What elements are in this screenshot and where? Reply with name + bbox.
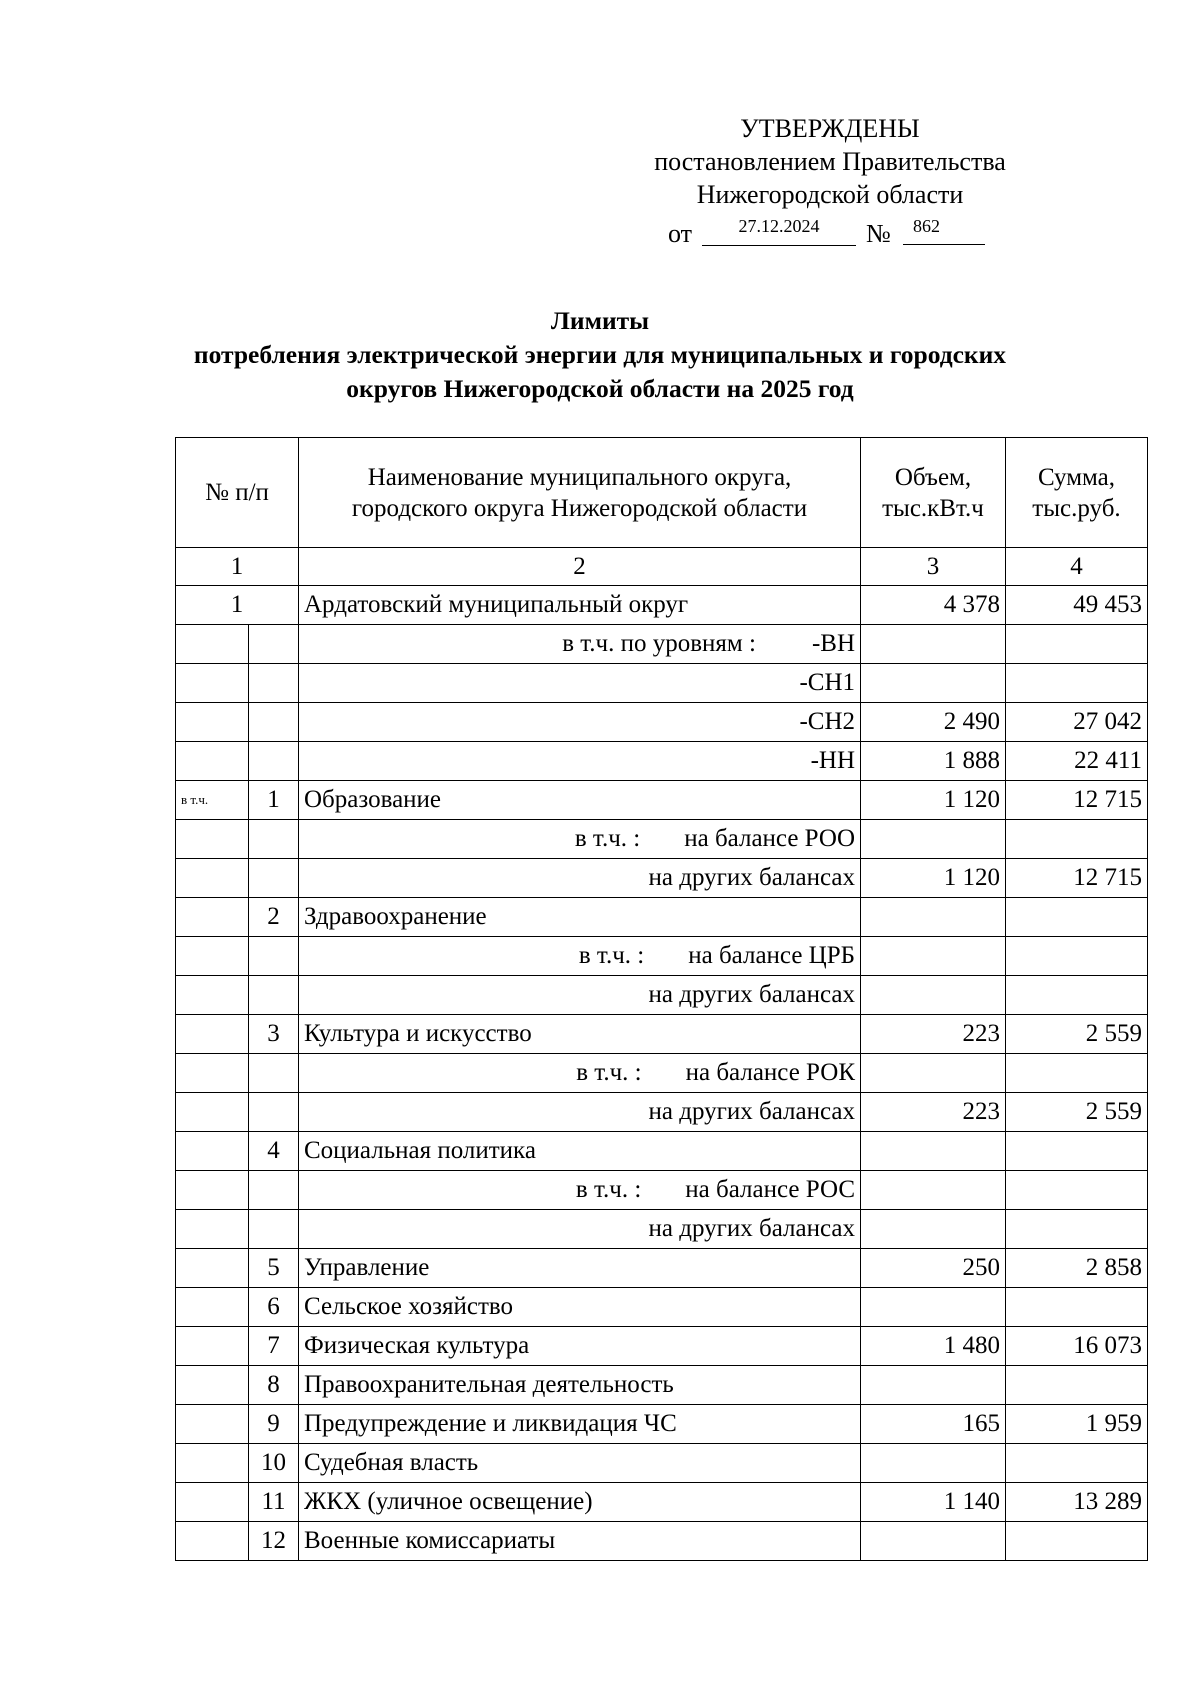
balance-volume: [861, 1171, 1006, 1210]
category-sum: [1006, 1288, 1148, 1327]
category-sum: 1 959: [1006, 1405, 1148, 1444]
empty-cell: [176, 1444, 249, 1483]
category-row: [176, 898, 1148, 937]
category-volume: [861, 1288, 1006, 1327]
other-balances-name: на других балансах: [299, 1210, 861, 1249]
voltage-level-row: [176, 703, 1148, 742]
category-name: Здравоохранение: [299, 898, 861, 937]
category-row: [176, 1522, 1148, 1561]
incl-label: в т.ч. :: [576, 1059, 642, 1086]
category-sum: [1006, 1444, 1148, 1483]
category-sum: 2 559: [1006, 1015, 1148, 1054]
other-balances-sum: 2 559: [1006, 1093, 1148, 1132]
voltage-level-row: [176, 625, 1148, 664]
level-volume: 2 490: [861, 703, 1006, 742]
other-balances-volume: [861, 976, 1006, 1015]
category-name: Предупреждение и ликвидация ЧС: [299, 1405, 861, 1444]
category-volume: 1 480: [861, 1327, 1006, 1366]
approval-resolution-line: постановлением Правительства: [654, 147, 1006, 176]
level-volume: [861, 625, 1006, 664]
level-sum: 22 411: [1006, 742, 1148, 781]
balance-volume: [861, 820, 1006, 859]
empty-cell: [176, 1366, 249, 1405]
level-volume: 1 888: [861, 742, 1006, 781]
other-balances-volume: 223: [861, 1093, 1006, 1132]
title-line-3: округов Нижегородской области на 2025 год: [346, 374, 854, 403]
category-num: 8: [249, 1366, 299, 1405]
balance-row: [176, 1054, 1148, 1093]
category-num: 6: [249, 1288, 299, 1327]
category-name: Военные комиссариаты: [299, 1522, 861, 1561]
category-num: 2: [249, 898, 299, 937]
empty-cell: [176, 1171, 249, 1210]
category-row: [176, 1132, 1148, 1171]
category-num: 9: [249, 1405, 299, 1444]
level-volume: [861, 664, 1006, 703]
empty-cell: [176, 859, 249, 898]
category-row: [176, 1249, 1148, 1288]
category-num: 12: [249, 1522, 299, 1561]
empty-cell: [249, 1210, 299, 1249]
empty-cell: [176, 1249, 249, 1288]
empty-cell: [176, 1483, 249, 1522]
voltage-level-name: -СН1: [299, 664, 861, 703]
category-sum: [1006, 898, 1148, 937]
table-header-row: [176, 438, 1148, 548]
approval-date-row: [610, 211, 1050, 251]
other-balances-name: на других балансах: [299, 976, 861, 1015]
category-num: 11: [249, 1483, 299, 1522]
category-name: Сельское хозяйство: [299, 1288, 861, 1327]
voltage-level-row: [176, 664, 1148, 703]
number-sign: №: [866, 219, 891, 248]
category-num: 3: [249, 1015, 299, 1054]
header-volume: Объем, тыс.кВт.ч: [861, 438, 1006, 548]
category-volume: [861, 1132, 1006, 1171]
other-balances-volume: 1 120: [861, 859, 1006, 898]
empty-cell: [176, 898, 249, 937]
category-sum: 16 073: [1006, 1327, 1148, 1366]
empty-cell: [176, 1093, 249, 1132]
voltage-level-name: [299, 625, 861, 664]
other-balances-volume: [861, 1210, 1006, 1249]
empty-cell: [176, 976, 249, 1015]
incl-label: в т.ч. :: [578, 942, 645, 969]
empty-cell: [176, 1210, 249, 1249]
empty-cell: [249, 859, 299, 898]
empty-cell: [249, 664, 299, 703]
other-balances-name: на других балансах: [299, 1093, 861, 1132]
category-row: [176, 781, 1148, 820]
incl-label: в т.ч. :: [574, 825, 641, 852]
empty-cell: [249, 1093, 299, 1132]
balance-volume: [861, 1054, 1006, 1093]
category-name: Социальная политика: [299, 1132, 861, 1171]
category-name: ЖКХ (уличное освещение): [299, 1483, 861, 1522]
empty-cell: [249, 937, 299, 976]
category-sum: 12 715: [1006, 781, 1148, 820]
other-balances-sum: 12 715: [1006, 859, 1148, 898]
empty-cell: [249, 1054, 299, 1093]
level-sum: [1006, 625, 1148, 664]
empty-cell: [176, 1054, 249, 1093]
column-number-row: [176, 548, 1148, 586]
approval-date: 27.12.2024: [702, 211, 856, 246]
approval-block: [610, 112, 1050, 251]
category-volume: [861, 1444, 1006, 1483]
limits-table: [175, 437, 1148, 1561]
other-balances-row: [176, 976, 1148, 1015]
category-volume: [861, 1522, 1006, 1561]
district-row: [176, 586, 1148, 625]
category-name: Культура и искусство: [299, 1015, 861, 1054]
category-num: 4: [249, 1132, 299, 1171]
category-row: [176, 1366, 1148, 1405]
other-balances-sum: [1006, 1210, 1148, 1249]
empty-cell: [176, 1132, 249, 1171]
title-line-2: потребления электрической энергии для муниципальных и городских: [193, 340, 1007, 369]
balance-name: [299, 1171, 861, 1210]
category-volume: 223: [861, 1015, 1006, 1054]
other-balances-sum: [1006, 976, 1148, 1015]
column-number-cell: 2: [299, 548, 861, 586]
header-num: № п/п: [176, 438, 299, 548]
empty-cell: [249, 742, 299, 781]
category-num: 10: [249, 1444, 299, 1483]
category-row: [176, 1327, 1148, 1366]
voltage-level-row: [176, 742, 1148, 781]
approval-region-line: Нижегородской области: [696, 180, 964, 209]
empty-cell: [176, 1522, 249, 1561]
balance-row: [176, 1171, 1148, 1210]
empty-cell: [249, 703, 299, 742]
approved-heading: УТВЕРЖДЕНЫ: [740, 114, 920, 143]
empty-cell: [176, 664, 249, 703]
balance-sum: [1006, 820, 1148, 859]
empty-cell: [176, 1288, 249, 1327]
empty-cell: [249, 1171, 299, 1210]
balance-label: на балансе ЦРБ: [688, 942, 855, 969]
other-balances-row: [176, 859, 1148, 898]
category-volume: 165: [861, 1405, 1006, 1444]
category-volume: [861, 898, 1006, 937]
balance-name: [299, 937, 861, 976]
category-num: 1: [249, 781, 299, 820]
category-sum: [1006, 1366, 1148, 1405]
level-sum: 27 042: [1006, 703, 1148, 742]
category-volume: 250: [861, 1249, 1006, 1288]
column-number-cell: 1: [176, 548, 299, 586]
other-balances-row: [176, 1210, 1148, 1249]
other-balances-name: на других балансах: [299, 859, 861, 898]
empty-cell: [176, 625, 249, 664]
column-number-cell: 3: [861, 548, 1006, 586]
category-volume: 1 140: [861, 1483, 1006, 1522]
header-name: Наименование муниципального округа, городского округа Нижегородской области: [299, 438, 861, 548]
category-name: Образование: [299, 781, 861, 820]
column-number-cell: 4: [1006, 548, 1148, 586]
balance-label: на балансе РОС: [685, 1176, 855, 1203]
empty-cell: [176, 1405, 249, 1444]
empty-cell: [249, 976, 299, 1015]
category-row: [176, 1405, 1148, 1444]
category-name: Правоохранительная деятельность: [299, 1366, 861, 1405]
empty-cell: [176, 742, 249, 781]
incl-label: в т.ч. :: [575, 1176, 642, 1203]
category-sum: 13 289: [1006, 1483, 1148, 1522]
balance-label: на балансе РОО: [684, 825, 855, 852]
incl-prefix: в т.ч.: [176, 781, 249, 820]
empty-cell: [176, 820, 249, 859]
category-row: [176, 1483, 1148, 1522]
category-row: [176, 1288, 1148, 1327]
empty-cell: [176, 1327, 249, 1366]
category-volume: [861, 1366, 1006, 1405]
balance-volume: [861, 937, 1006, 976]
balance-sum: [1006, 1054, 1148, 1093]
category-num: 7: [249, 1327, 299, 1366]
category-row: [176, 1015, 1148, 1054]
title-line-1: Лимиты: [550, 306, 650, 335]
category-num: 5: [249, 1249, 299, 1288]
empty-cell: [249, 820, 299, 859]
levels-label: в т.ч. по уровням :: [562, 630, 756, 657]
category-sum: [1006, 1522, 1148, 1561]
category-sum: [1006, 1132, 1148, 1171]
balance-name: [299, 1054, 861, 1093]
level-label: -ВН: [811, 630, 855, 657]
voltage-level-name: -НН: [299, 742, 861, 781]
header-sum: Сумма, тыс.руб.: [1006, 438, 1148, 548]
document-title: [150, 304, 1050, 406]
category-name: Судебная власть: [299, 1444, 861, 1483]
district-num: 1: [176, 586, 299, 625]
district-sum: 49 453: [1006, 586, 1148, 625]
level-sum: [1006, 664, 1148, 703]
balance-name: [299, 820, 861, 859]
empty-cell: [176, 703, 249, 742]
balance-label: на балансе РОК: [685, 1059, 855, 1086]
balance-sum: [1006, 937, 1148, 976]
category-row: [176, 1444, 1148, 1483]
approval-number: 862: [903, 211, 985, 245]
empty-cell: [249, 625, 299, 664]
district-name: Ардатовский муниципальный округ: [299, 586, 861, 625]
category-volume: 1 120: [861, 781, 1006, 820]
balance-sum: [1006, 1171, 1148, 1210]
other-balances-row: [176, 1093, 1148, 1132]
category-name: Физическая культура: [299, 1327, 861, 1366]
category-name: Управление: [299, 1249, 861, 1288]
from-label: от: [668, 219, 693, 248]
balance-row: [176, 937, 1148, 976]
balance-row: [176, 820, 1148, 859]
empty-cell: [176, 937, 249, 976]
category-sum: 2 858: [1006, 1249, 1148, 1288]
voltage-level-name: -СН2: [299, 703, 861, 742]
empty-cell: [176, 1015, 249, 1054]
district-volume: 4 378: [861, 586, 1006, 625]
